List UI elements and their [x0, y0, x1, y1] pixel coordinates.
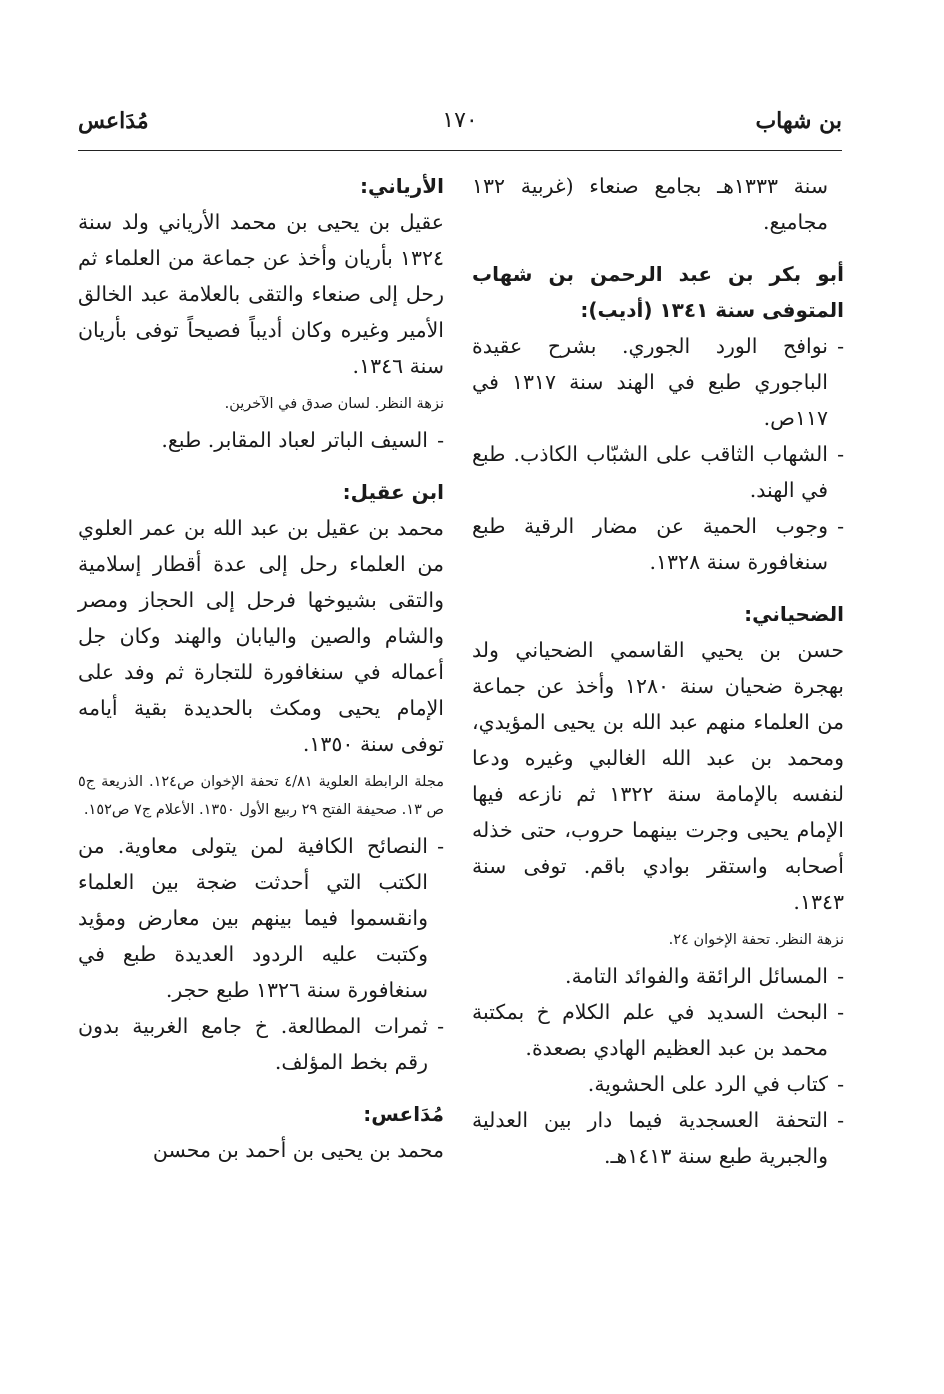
entry-heading-mudais: مُدَاعس:	[363, 1102, 444, 1126]
work-item: - السيف الباتر لعباد المقابر. طبع.	[78, 422, 444, 458]
entry-biography: حسن بن يحيي القاسمي الضحياني ولد بهجرة ضحيان سنة ١٢٨٠ وأخذ عن جماعة من العلماء منهم عبد الله بن يحيى المؤيدي، ومحمد بن عبد الله الغالبي وغيره ودعا لنفسه بالإمامة سنة ١٣٢٢ ثم نازعه فيها الإمام يحيى وجرت بينهما حروب، حتى خذله أصحابه واستقر بوادي باقم. توفى سنة ١٣٤٣.	[472, 638, 844, 914]
work-item: - نوافح الورد الجوري. بشرح عقيدة الباجوري طبع في الهند سنة ١٣١٧ في ١١٧ص.	[472, 328, 844, 436]
entry-sources: نزهة النظر. لسان صدق في الآخرين.	[224, 396, 444, 412]
entry-biography: محمد بن يحيى بن أحمد بن محسن	[152, 1138, 444, 1162]
entry-heading-abu-bakr: أبو بكر بن عبد الرحمن بن شهاب المتوفى سنة ١٣٤١ (أديب):	[472, 262, 844, 322]
page-number: ١٧٠	[442, 108, 478, 133]
work-item: - المسائل الرائقة والفوائد التامة.	[472, 958, 844, 994]
work-item: - كتاب في الرد على الحشوية.	[472, 1066, 844, 1102]
entry-biography: عقيل بن يحيى بن محمد الأرياني ولد سنة ١٣٢٤ بأريان وأخذ عن جماعة من العلماء ثم رحل إلى صنعاء والتقى بالعلامة عبد الخالق الأمير وغيره وكان أديباً فصيحاً توفى بأريان سنة ١٣٤٦.	[78, 210, 444, 378]
work-item: - وجوب الحمية عن مضار الرقية طبع سنغافورة سنة ١٣٢٨.	[472, 508, 844, 580]
header-left-title: مُدَاعس	[78, 108, 149, 134]
work-item: - البحث السديد في علم الكلام خ بمكتبة محمد بن عبد العظيم الهادي بصعدة.	[472, 994, 844, 1066]
right-column	[472, 168, 844, 1174]
header-right-title: بن شهاب	[755, 108, 842, 134]
entry-sources: نزهة النظر. تحفة الإخوان ٢٤.	[668, 932, 844, 948]
entry-heading-ibn-aqil: ابن عقيل:	[342, 480, 444, 504]
work-item: - النصائح الكافية لمن يتولى معاوية. من الكتب التي أحدثت ضجة بين العلماء وانقسموا فيما بينهم بين معارض ومؤيد وكتبت عليه الردود العديدة طبع في سنغافورة سنة ١٣٢٦ طبع حجر.	[78, 828, 444, 1008]
intro-text: سنة ١٣٣٣هـ بجامع صنعاء (غربية ١٣٢ مجاميع.	[472, 174, 828, 234]
entry-sources: مجلة الرابطة العلوية ٤/٨١ تحفة الإخوان ص١٢٤. الذريعة ج٥ ص ١٣. صحيفة الفتح ٢٩ ربيع الأول ١٣٥٠. الأعلام ج٧ ص١٥٢.	[78, 774, 444, 818]
entry-biography: محمد بن عقيل بن عبد الله بن عمر العلوي من العلماء رحل إلى عدة أقطار إسلامية والتقى بشيوخها فرحل إلى الحجاز ومصر والشام والصين واليابان والهند وكان جل أعماله في سنغافورة للتجارة ثم وفد على الإمام يحيى ومكث بالحديدة بقية أيامه توفى سنة ١٣٥٠.	[78, 516, 444, 756]
header-rule	[78, 150, 842, 151]
work-item: - التحفة العسجدية فيما دار بين العدلية والجبرية طبع سنة ١٤١٣هـ.	[472, 1102, 844, 1174]
running-header	[78, 108, 842, 148]
work-item: - ثمرات المطالعة. خ جامع الغربية بدون رقم بخط المؤلف.	[78, 1008, 444, 1080]
left-column	[78, 168, 444, 1168]
work-item: - الشهاب الثاقب على الشبّاب الكاذب. طبع في الهند.	[472, 436, 844, 508]
entry-heading-aryani: الأرياني:	[359, 174, 444, 198]
entry-heading-dahyani: الضحياني:	[744, 602, 844, 626]
